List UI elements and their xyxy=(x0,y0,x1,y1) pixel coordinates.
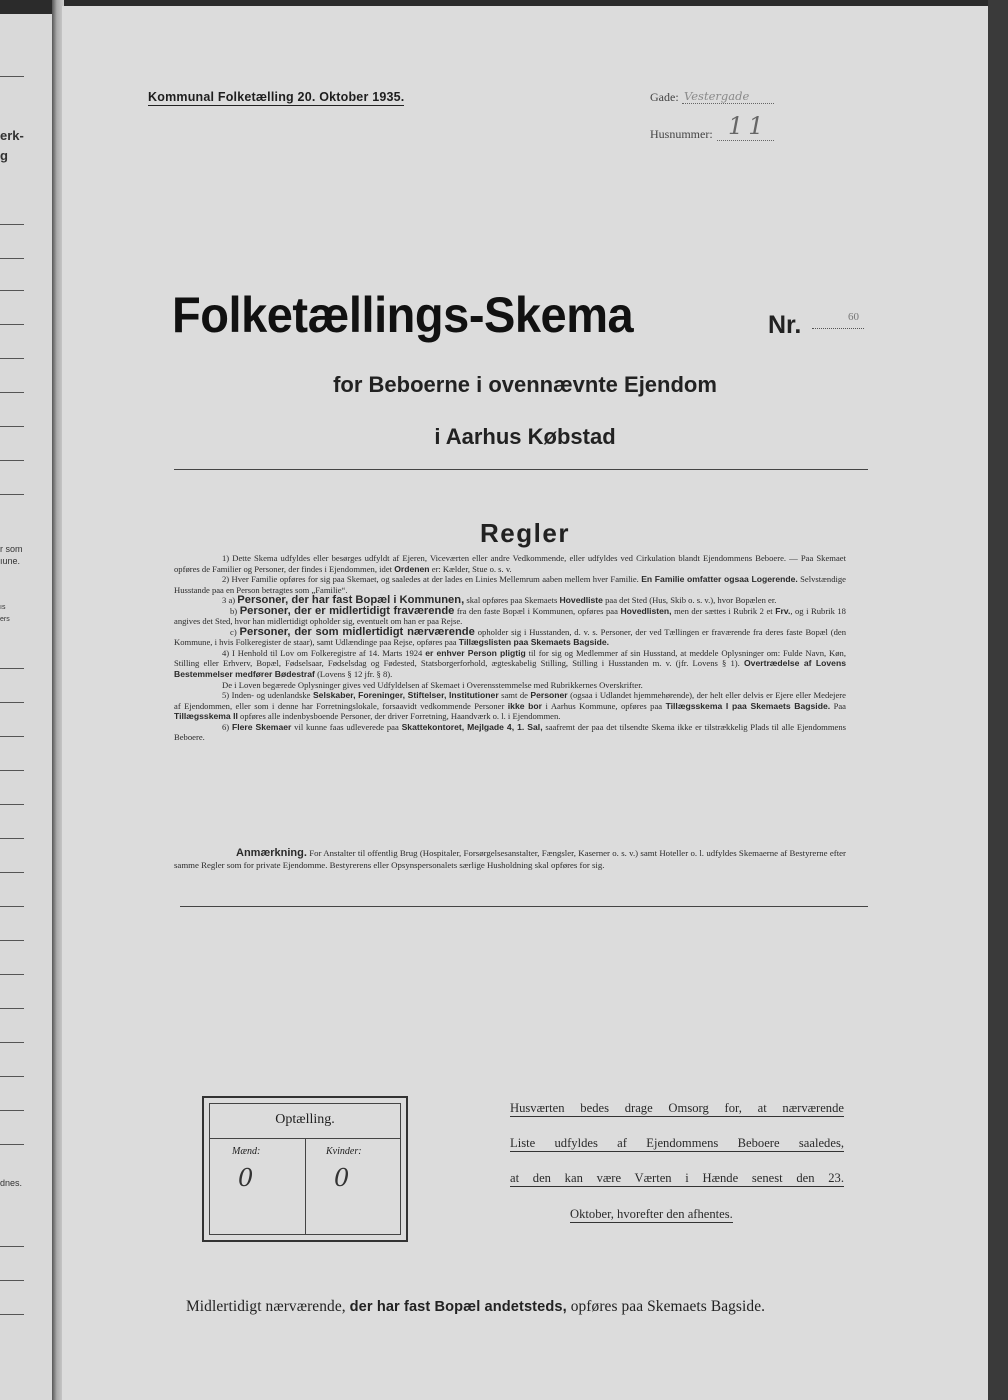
left-rule xyxy=(0,1110,24,1111)
left-fragment: ıs xyxy=(0,604,6,611)
rule-emphasis: Overtrædelse af Lovens Bestemmelser medfører Bødestraf xyxy=(174,658,846,680)
left-fragment: ıune. xyxy=(0,556,21,566)
left-rule xyxy=(0,702,24,703)
left-rule xyxy=(0,392,24,393)
left-rule xyxy=(0,668,24,669)
left-rule xyxy=(0,324,24,325)
house-number-label: Husnummer: xyxy=(650,127,713,141)
rule-emphasis: ikke bor xyxy=(507,700,543,711)
left-fragment: erk- xyxy=(0,128,24,143)
rule-text: skal opføres paa Skemaets xyxy=(466,595,558,606)
left-rule xyxy=(0,736,24,737)
left-rule xyxy=(0,770,24,771)
rule-text: til for sig og Medlemmer af sin Husstand, at meddele Oplysninger om: Fulde Navn, Køn, Stilling eller Erhverv, Bopæl, Fødselsaar, Fødselsdag og Fødested, Statsborgerforhold, ægteskabelig Stilling, Stilling i Husstanden m. v. (jfr. Lovens § 1). xyxy=(174,647,846,669)
left-rule xyxy=(0,974,24,975)
census-form-page xyxy=(62,6,988,1400)
left-rule xyxy=(0,224,24,225)
rule-text: Paa xyxy=(833,700,846,711)
rule-text: (Lovens § 12 jfr. § 8). xyxy=(317,669,393,680)
rules-heading: Regler xyxy=(480,518,570,548)
rule-number: 6) xyxy=(222,721,230,732)
rule-2 xyxy=(174,574,846,595)
rule-text: paa det Sted (Hus, Skib o. s. v.), hvor Bopælen er. xyxy=(605,595,777,606)
rule-1 xyxy=(174,553,846,574)
house-number-line xyxy=(717,140,774,141)
rule-heading: Personer, der er midlertidigt fraværende xyxy=(239,604,455,617)
rule-text: 1) Dette Skema udfyldes eller besørges udfyldt af Ejeren, Viceværten eller andre Vedkommende, eller udfyldes ved Cirkulation blandt Ejendommens Beboere. — Paa Skemaet opføres de Familier og Personer, der findes i Ejendommen, idet xyxy=(174,553,846,574)
footer-text: opføres paa Skemaets Bagside. xyxy=(570,1298,766,1315)
rule-text: saafremt der paa det tilsendte Skema ikke er tilstrækkelig Plads til alle Ejendommens Beboere. xyxy=(174,721,846,743)
rule-emphasis: En Familie omfatter ogsaa Logerende. xyxy=(641,574,798,585)
rule-text: vil kunne faas udleverede paa xyxy=(294,721,399,732)
left-rule xyxy=(0,872,24,873)
rule-emphasis: Tillægsskema II xyxy=(174,711,238,722)
page-edge-shadow xyxy=(988,0,1008,1400)
main-title: Folketællings-Skema xyxy=(172,287,634,343)
rule-number: 3 a) xyxy=(222,595,236,606)
footer-emphasis: der har fast Bopæl andetsteds, xyxy=(349,1299,567,1315)
house-number-value: 11 xyxy=(728,112,769,140)
left-fragment: g xyxy=(0,148,8,163)
left-rule xyxy=(0,1246,24,1247)
left-rule xyxy=(0,258,24,259)
rule-text: opholder sig i Husstanden, d. v. s. Personer, der ved Tællingen er fraværende fra deres faste Bopæl (den Kommune, i hvis Folkeregister de staar), samt Udlændinge paa Rejse, opføres paa xyxy=(174,626,846,648)
left-rule xyxy=(0,1076,24,1077)
rule-5 xyxy=(174,690,846,722)
note-heading: Anmærkning. xyxy=(236,847,307,859)
rule-heading: Personer, der har fast Bopæl i Kommunen, xyxy=(237,594,465,607)
rule-text: (ogsaa i Udlandet hjemmehørende), der helt eller delvis er Ejere eller Medejere af Ejendommen, eller som i denne har Forretningslokale, forsaavidt vedkommende Personer xyxy=(174,690,846,711)
rule-text: i Aarhus Kommune, opføres paa xyxy=(545,700,663,711)
left-rule xyxy=(0,1144,24,1145)
rule-text: Selvstændige Husstande paa en Person betragtes som „Familie“. xyxy=(174,574,846,595)
tally-box xyxy=(202,1096,408,1242)
rule-6 xyxy=(174,722,846,743)
left-fragment: ers xyxy=(0,616,10,623)
form-number-label: Nr. xyxy=(768,311,802,339)
left-page-edge xyxy=(0,14,52,1400)
rule-text: fra den faste Bopæl i Kommunen, opføres paa xyxy=(456,605,618,616)
tally-column-divider xyxy=(305,1138,306,1234)
rule-text: samt de xyxy=(501,690,528,701)
rule-emphasis: Frv. xyxy=(775,605,791,616)
left-rule xyxy=(0,838,24,839)
left-rule xyxy=(0,1008,24,1009)
note-paragraph xyxy=(174,848,846,871)
footer-instruction xyxy=(186,1298,765,1316)
left-fragment: dnes. xyxy=(0,1178,23,1188)
street-label: Gade: xyxy=(650,90,679,104)
women-label: Kvinder: xyxy=(326,1146,362,1157)
rule-text: 5) Inden- og udenlandske xyxy=(222,690,311,701)
rule-number: c) xyxy=(230,626,237,637)
form-number-value: 60 xyxy=(848,311,859,323)
rule-4 xyxy=(174,648,846,680)
rule-text: 4) I Henhold til Lov om Folkeregistre af 14. Marts 1924 xyxy=(222,647,423,658)
rule-emphasis: Selskaber, Foreninger, Stiftelser, Institutioner xyxy=(312,690,499,701)
divider-bottom xyxy=(180,906,868,907)
street-field-line xyxy=(682,103,774,104)
rule-heading: Personer, der som midlertidigt nærværende xyxy=(239,625,475,638)
left-rule xyxy=(0,804,24,805)
left-rule xyxy=(0,1042,24,1043)
notice-line: at den kan være Værten i Hænde senest den 23. xyxy=(510,1171,844,1185)
rule-emphasis: Ordenen xyxy=(394,563,430,574)
street-value: Vestergade xyxy=(684,89,750,103)
left-rule xyxy=(0,426,24,427)
note-text: For Anstalter til offentlig Brug (Hospitaler, Forsørgelsesanstalter, Fængsler, Kaserner o. s. v.) samt Hoteller o. l. udfyldes Skemaerne af Bestyrerne efter samme Regler som for private Ejendomme. Bestyrerens eller Opsynspersonalets særlige Husholdning skal opføres for sig. xyxy=(174,848,846,870)
rule-text: 2) Hver Familie opføres for sig paa Skemaet, og saaledes at der lades en Linies Mellemrum aaben mellem hver Familie. xyxy=(222,574,639,585)
tally-title: Optælling. xyxy=(275,1112,335,1127)
rule-3c xyxy=(174,627,846,648)
rule-emphasis: Flere Skemaer xyxy=(231,721,292,732)
rule-emphasis: Tillægsskema I paa Skemaets Bagside. xyxy=(665,700,831,711)
notice-line: Oktober, hvorefter den afhentes. xyxy=(570,1207,733,1221)
left-rule xyxy=(0,460,24,461)
rule-text: men der sættes i Rubrik 2 et xyxy=(674,605,773,616)
left-rule xyxy=(0,76,24,77)
rule-4-cont xyxy=(174,680,846,691)
rule-3b xyxy=(174,606,846,627)
notice-line: Husværten bedes drage Omsorg for, at nærværende xyxy=(510,1101,844,1115)
left-rule xyxy=(0,1314,24,1315)
tally-box-inner xyxy=(209,1103,401,1235)
rule-emphasis: er enhver Person pligtig xyxy=(425,647,526,658)
census-title: Kommunal Folketælling 20. Oktober 1935. xyxy=(148,90,405,104)
rule-text: , og i Rubrik 18 angives det Sted, hvor han midlertidigt opholder sig, eventuelt om han er paa Rejse. xyxy=(174,605,846,627)
rule-number: b) xyxy=(230,605,238,616)
rule-emphasis: Hovedliste xyxy=(559,595,603,606)
left-rule xyxy=(0,906,24,907)
subtitle-line-1: for Beboerne i ovennævnte Ejendom xyxy=(333,372,717,397)
rule-emphasis: Hovedlisten, xyxy=(620,605,672,616)
notice-line: Liste udfyldes af Ejendommens Beboere saaledes, xyxy=(510,1136,844,1150)
left-fragment: r som xyxy=(0,544,23,554)
rule-text: opføres alle indenbysboende Personer, der driver Forretning, Haandværk o. l. i Ejendommen. xyxy=(240,711,561,722)
left-rule xyxy=(0,358,24,359)
left-rule xyxy=(0,1280,24,1281)
divider-top xyxy=(174,469,868,470)
rules-text xyxy=(174,553,846,743)
rule-text: er: Kælder, Stue o. s. v. xyxy=(431,563,512,574)
form-number-line xyxy=(812,328,864,329)
rule-text: De i Loven begærede Oplysninger gives ved Udfyldelsen af Skemaet i Overensstemmelse med Rubrikkernes Overskrifter. xyxy=(222,679,643,690)
rule-emphasis: Skattekontoret, Mejlgade 4, 1. Sal, xyxy=(401,721,543,732)
left-rule xyxy=(0,494,24,495)
subtitle-line-2: i Aarhus Købstad xyxy=(434,424,616,449)
footer-text: Midlertidigt nærværende, xyxy=(186,1298,346,1315)
men-count: 0 xyxy=(238,1164,254,1192)
men-label: Mænd: xyxy=(232,1146,261,1157)
left-rule xyxy=(0,940,24,941)
rule-emphasis: Personer xyxy=(530,690,568,701)
women-count: 0 xyxy=(334,1164,350,1192)
rule-emphasis: Tillægslisten paa Skemaets Bagside. xyxy=(458,637,610,648)
left-rule xyxy=(0,290,24,291)
